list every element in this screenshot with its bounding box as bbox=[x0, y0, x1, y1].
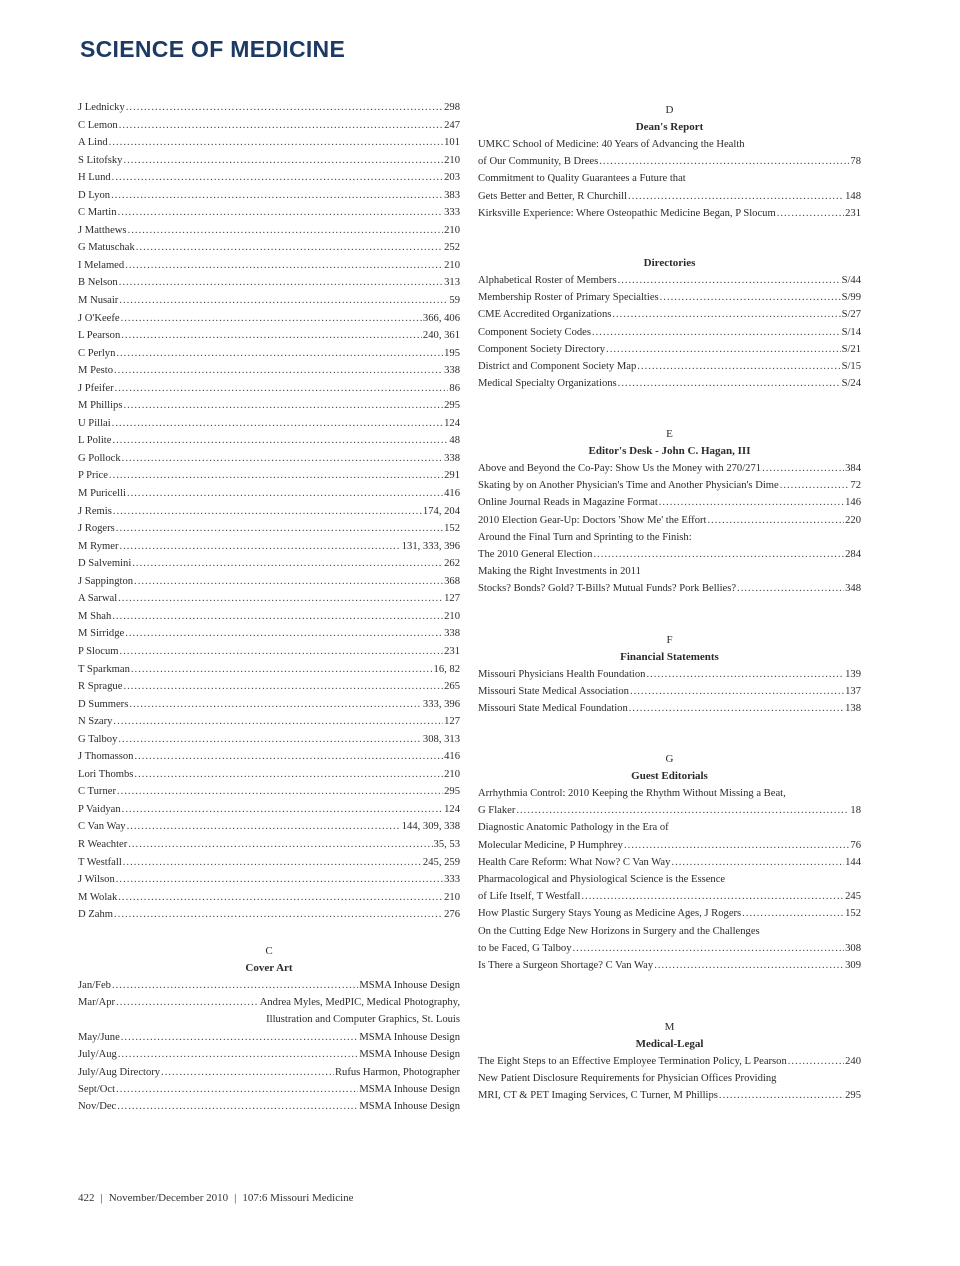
leader-dots bbox=[115, 380, 449, 398]
author-name: G Pollock bbox=[78, 452, 121, 464]
leader-dots bbox=[121, 327, 422, 345]
author-pages: 416 bbox=[444, 488, 460, 500]
author-entry bbox=[78, 310, 460, 328]
author-entry bbox=[78, 836, 460, 854]
issue-label: May/June bbox=[78, 1031, 120, 1043]
author-name: C Martin bbox=[78, 207, 117, 219]
index-entry: 2010 Election Gear-Up: Doctors 'Show Me' the Effort ..... 220 bbox=[478, 512, 861, 529]
author-pages: 416 bbox=[444, 751, 460, 763]
index-entry: Molecular Medicine, P Humphrey ..... 76 bbox=[478, 837, 861, 854]
index-entry: The Eight Steps to an Effective Employee Termination Policy, L Pearson ..... 240 bbox=[478, 1053, 861, 1070]
author-name: M Nusair bbox=[78, 295, 119, 307]
index-entry: of Life Itself, T Westfall ..... 245 bbox=[478, 888, 861, 905]
leader-dots bbox=[120, 643, 444, 661]
cover-art-list bbox=[78, 977, 460, 1116]
section-letter: E bbox=[666, 428, 673, 440]
author-entry bbox=[78, 327, 460, 345]
leader-dots bbox=[122, 450, 443, 468]
author-pages: 195 bbox=[444, 347, 460, 359]
cover-art-entry bbox=[78, 1046, 460, 1063]
author-entry bbox=[78, 204, 460, 222]
author-entry bbox=[78, 906, 460, 924]
section-title: Dean's Report bbox=[635, 121, 704, 133]
author-name: M Puricelli bbox=[78, 488, 126, 500]
section-title: Guest Editorials bbox=[631, 770, 708, 782]
index-entry: Online Journal Reads in Magazine Format ..... 146 bbox=[478, 494, 861, 511]
author-name: J Matthews bbox=[78, 224, 127, 236]
author-name: A Sarwal bbox=[78, 593, 118, 605]
author-name: J Lednicky bbox=[78, 102, 125, 113]
author-name: P Price bbox=[78, 470, 108, 482]
author-entry bbox=[78, 239, 460, 257]
cover-art-entry bbox=[78, 1098, 460, 1115]
index-entry: Above and Beyond the Co-Pay: Show Us the Money with 270/271 ..... 384 bbox=[478, 460, 861, 477]
index-entry: Medical Specialty Organizations ..... S/24 bbox=[478, 375, 861, 392]
author-name: M Phillips bbox=[78, 400, 123, 412]
leader-dots bbox=[131, 661, 433, 679]
author-entry bbox=[78, 415, 460, 433]
index-entry: Missouri State Medical Association ..... 137 bbox=[478, 683, 861, 700]
leader-dots bbox=[116, 994, 259, 1011]
author-entry bbox=[78, 661, 460, 679]
author-pages: 295 bbox=[444, 400, 460, 412]
author-name: U Pillai bbox=[78, 417, 111, 429]
author-pages: 16, 82 bbox=[433, 663, 460, 675]
left-column bbox=[78, 99, 460, 1116]
index-entry: to be Faced, G Talboy ..... 308 bbox=[478, 940, 861, 957]
entry-line: On the Cutting Edge New Horizons in Surgery and the Challenges bbox=[478, 925, 760, 937]
entry-line: Around the Final Turn and Sprinting to the Finish: bbox=[478, 531, 692, 543]
index-entry: G Flaker ..... 18 bbox=[478, 802, 861, 819]
author-entry bbox=[78, 818, 460, 836]
leader-dots bbox=[128, 836, 432, 854]
author-name: C Turner bbox=[78, 786, 116, 798]
leader-dots bbox=[125, 257, 443, 275]
author-entry bbox=[78, 432, 460, 450]
index-entry: Component Society Directory ..... S/21 bbox=[478, 341, 861, 358]
author-name: J Pfeifer bbox=[78, 382, 114, 394]
entry-line: Commitment to Quality Guarantees a Future that bbox=[478, 173, 686, 185]
cover-credit: Andrea Myles, MedPIC, Medical Photography, bbox=[259, 997, 460, 1009]
author-pages: 48 bbox=[449, 435, 460, 447]
author-entry bbox=[78, 99, 460, 117]
leader-dots bbox=[118, 731, 422, 749]
leader-dots bbox=[126, 99, 443, 117]
leader-dots bbox=[112, 608, 443, 626]
leader-dots bbox=[109, 467, 443, 485]
author-pages: 338 bbox=[444, 365, 460, 377]
author-pages: 127 bbox=[444, 593, 460, 605]
author-entry bbox=[78, 854, 460, 872]
author-pages: 131, 333, 396 bbox=[401, 540, 460, 552]
leader-dots bbox=[121, 310, 422, 328]
author-pages: 383 bbox=[444, 189, 460, 201]
section-title: Medical-Legal bbox=[635, 1038, 704, 1050]
author-name: N Szary bbox=[78, 716, 113, 728]
author-entry bbox=[78, 748, 460, 766]
medical-legal-section bbox=[478, 1019, 861, 1105]
leader-dots bbox=[123, 678, 443, 696]
cover-art-entry bbox=[78, 1081, 460, 1098]
author-entry bbox=[78, 450, 460, 468]
author-name: H Lund bbox=[78, 172, 111, 184]
leader-dots bbox=[116, 1081, 358, 1098]
index-entry: Gets Better and Better, R Churchill ..... 148 bbox=[478, 188, 861, 205]
author-pages: 144, 309, 338 bbox=[401, 821, 460, 833]
index-entry: Alphabetical Roster of Members ..... S/44 bbox=[478, 272, 861, 289]
leader-dots bbox=[118, 889, 443, 907]
author-entry bbox=[78, 625, 460, 643]
author-pages: 333 bbox=[444, 874, 460, 886]
author-pages: 124 bbox=[444, 417, 460, 429]
section-letter: M bbox=[664, 1021, 675, 1033]
author-name: J Wilson bbox=[78, 874, 115, 886]
leader-dots bbox=[112, 977, 358, 994]
issue-label: July/Aug bbox=[78, 1049, 117, 1061]
leader-dots bbox=[161, 1064, 334, 1081]
cover-credit: MSMA Inhouse Design bbox=[359, 1031, 460, 1043]
author-entry bbox=[78, 362, 460, 380]
index-entry: Skating by on Another Physician's Time and Another Physician's Dime ..... 72 bbox=[478, 477, 861, 494]
author-pages: 368 bbox=[444, 575, 460, 587]
index-entry: District and Component Society Map ..... S/15 bbox=[478, 358, 861, 375]
leader-dots bbox=[134, 573, 443, 591]
author-entry bbox=[78, 555, 460, 573]
index-entry: Missouri State Medical Foundation ..... 138 bbox=[478, 700, 861, 717]
leader-dots bbox=[119, 274, 443, 292]
author-name: C Perlyn bbox=[78, 347, 116, 359]
leader-dots bbox=[109, 134, 443, 152]
author-name: L Pearson bbox=[78, 330, 121, 342]
cover-art-entry bbox=[78, 1064, 460, 1081]
author-pages: 124 bbox=[444, 803, 460, 815]
author-entry bbox=[78, 134, 460, 152]
author-pages: 127 bbox=[444, 716, 460, 728]
author-entry bbox=[78, 503, 460, 521]
author-pages: 265 bbox=[444, 681, 460, 693]
author-entry bbox=[78, 397, 460, 415]
author-entry bbox=[78, 485, 460, 503]
section-letter: C bbox=[265, 944, 273, 957]
leader-dots bbox=[134, 766, 443, 784]
leader-dots bbox=[128, 222, 444, 240]
author-name: M Sirridge bbox=[78, 628, 125, 640]
author-name: P Slocum bbox=[78, 645, 119, 657]
author-entry bbox=[78, 345, 460, 363]
author-pages: 291 bbox=[444, 470, 460, 482]
author-pages: 333 bbox=[444, 207, 460, 219]
author-pages: 252 bbox=[444, 242, 460, 254]
author-pages: 152 bbox=[444, 523, 460, 535]
author-entry bbox=[78, 731, 460, 749]
author-entry bbox=[78, 117, 460, 135]
leader-dots bbox=[125, 625, 443, 643]
author-entry bbox=[78, 590, 460, 608]
author-pages: 174, 204 bbox=[422, 505, 460, 517]
page-number: 422 bbox=[78, 1192, 95, 1204]
author-name: J Rogers bbox=[78, 523, 115, 535]
author-name: M Shah bbox=[78, 610, 112, 622]
author-entry bbox=[78, 573, 460, 591]
author-pages: 295 bbox=[444, 786, 460, 798]
author-name: M Wolak bbox=[78, 891, 118, 903]
leader-dots bbox=[127, 485, 443, 503]
leader-dots bbox=[136, 239, 443, 257]
index-entry: Stocks? Bonds? Gold? T-Bills? Mutual Funds? Pork Bellies? ..... 348 bbox=[478, 580, 861, 597]
author-pages: 240, 361 bbox=[422, 330, 460, 342]
index-entry: MRI, CT & PET Imaging Services, C Turner, M Phillips ..... 295 bbox=[478, 1087, 861, 1104]
author-entry bbox=[78, 871, 460, 889]
leader-dots bbox=[111, 187, 443, 205]
author-entry bbox=[78, 766, 460, 784]
leader-dots bbox=[129, 696, 422, 714]
author-entry bbox=[78, 696, 460, 714]
leader-dots bbox=[113, 503, 422, 521]
section-letter: G bbox=[665, 753, 674, 765]
journal-name: 107:6 Missouri Medicine bbox=[242, 1192, 354, 1204]
leader-dots bbox=[112, 415, 443, 433]
author-entry bbox=[78, 257, 460, 275]
author-name: R Sprague bbox=[78, 681, 123, 693]
author-pages: 366, 406 bbox=[422, 312, 460, 324]
author-name: D Zahm bbox=[78, 909, 114, 921]
author-entry bbox=[78, 643, 460, 661]
author-name: D Salvemini bbox=[78, 558, 132, 570]
author-name: R Weachter bbox=[78, 838, 128, 850]
index-entry: Membership Roster of Primary Specialties ..... S/99 bbox=[478, 289, 861, 306]
leader-dots bbox=[123, 397, 443, 415]
leader-dots bbox=[123, 854, 422, 872]
author-pages: 231 bbox=[444, 645, 460, 657]
author-name: S Litofsky bbox=[78, 154, 123, 166]
author-entry bbox=[78, 520, 460, 538]
deans-report-section bbox=[478, 102, 861, 222]
author-pages: 308, 313 bbox=[422, 733, 460, 745]
section-title: Directories bbox=[643, 257, 696, 269]
cover-art-entry bbox=[78, 1029, 460, 1046]
entry-line: Arrhythmia Control: 2010 Keeping the Rhythm Without Missing a Beat, bbox=[478, 788, 786, 799]
author-entry bbox=[78, 222, 460, 240]
cover-credit: MSMA Inhouse Design bbox=[359, 1084, 460, 1096]
author-name: T Sparkman bbox=[78, 663, 130, 675]
author-name: L Polite bbox=[78, 435, 112, 447]
index-entry: of Our Community, B Drees ..... 78 bbox=[478, 153, 861, 170]
author-name: P Vaidyan bbox=[78, 803, 121, 815]
entry-line: Pharmacological and Physiological Science is the Essence bbox=[478, 873, 726, 885]
author-entry bbox=[78, 783, 460, 801]
leader-dots bbox=[118, 590, 443, 608]
leader-dots bbox=[118, 1046, 358, 1063]
page-footer: 422 | November/December 2010 | 107:6 Missouri Medicine bbox=[78, 1192, 354, 1204]
author-pages: 210 bbox=[444, 610, 460, 622]
entry-line: Diagnostic Anatomic Pathology in the Era of bbox=[478, 822, 669, 834]
leader-dots bbox=[114, 906, 443, 924]
leader-dots bbox=[122, 801, 443, 819]
author-entry bbox=[78, 467, 460, 485]
cover-credit: MSMA Inhouse Design bbox=[359, 1101, 460, 1113]
author-entry bbox=[78, 889, 460, 907]
entry-line: New Patient Disclosure Requirements for Physician Offices Providing bbox=[478, 1073, 777, 1085]
index-entry: Health Care Reform: What Now? C Van Way ..... 144 bbox=[478, 854, 861, 871]
financial-statements-section bbox=[478, 632, 861, 718]
leader-dots bbox=[117, 1098, 358, 1115]
leader-dots bbox=[132, 555, 443, 573]
author-entry bbox=[78, 801, 460, 819]
leader-dots bbox=[114, 362, 443, 380]
cover-credit: MSMA Inhouse Design bbox=[359, 1049, 460, 1061]
cover-art-entry bbox=[78, 994, 460, 1011]
index-entry: Missouri Physicians Health Foundation ..... 139 bbox=[478, 666, 861, 683]
section-title: Cover Art bbox=[245, 961, 293, 974]
leader-dots bbox=[119, 292, 448, 310]
author-entry bbox=[78, 380, 460, 398]
author-name: J O'Keefe bbox=[78, 312, 120, 324]
author-name: A Lind bbox=[78, 137, 108, 149]
author-name: T Westfall bbox=[78, 856, 122, 868]
leader-dots bbox=[112, 432, 448, 450]
leader-dots bbox=[118, 204, 444, 222]
author-entry bbox=[78, 169, 460, 187]
author-pages: 313 bbox=[444, 277, 460, 289]
directories-section bbox=[478, 255, 861, 392]
cover-credit: Rufus Harmon, Photographer bbox=[334, 1066, 460, 1078]
author-name: C Lemon bbox=[78, 119, 118, 131]
index-entry: How Plastic Surgery Stays Young as Medicine Ages, J Rogers ..... 152 bbox=[478, 905, 861, 922]
author-name: M Pesto bbox=[78, 365, 114, 377]
author-index bbox=[78, 99, 460, 924]
author-pages: 298 bbox=[444, 102, 460, 113]
leader-dots bbox=[112, 169, 443, 187]
issue-label: Nov/Dec bbox=[78, 1101, 117, 1113]
author-entry bbox=[78, 678, 460, 696]
leader-dots bbox=[119, 117, 443, 135]
section-letter: D bbox=[665, 104, 674, 116]
author-pages: 210 bbox=[444, 154, 460, 166]
author-entry bbox=[78, 608, 460, 626]
author-name: G Talboy bbox=[78, 733, 118, 745]
author-pages: 35, 53 bbox=[433, 838, 460, 850]
leader-dots bbox=[121, 1029, 359, 1046]
leader-dots bbox=[116, 345, 443, 363]
cover-art-continuation: Illustration and Computer Graphics, St. Louis bbox=[266, 1014, 460, 1026]
author-pages: 210 bbox=[444, 768, 460, 780]
author-name: Lori Thombs bbox=[78, 768, 134, 780]
author-pages: 210 bbox=[444, 891, 460, 903]
index-entry: Is There a Surgeon Shortage? C Van Way ..... 309 bbox=[478, 957, 861, 974]
author-entry bbox=[78, 292, 460, 310]
cover-art-entry bbox=[78, 977, 460, 994]
issue-label: Sept/Oct bbox=[78, 1084, 116, 1096]
cover-credit: MSMA Inhouse Design bbox=[359, 979, 460, 991]
entry-line: Making the Right Investments in 2011 bbox=[478, 566, 641, 578]
author-pages: 59 bbox=[449, 295, 460, 307]
leader-dots bbox=[127, 818, 401, 836]
section-title: Financial Statements bbox=[620, 651, 719, 663]
author-name: D Lyon bbox=[78, 189, 111, 201]
leader-dots bbox=[116, 520, 443, 538]
author-entry bbox=[78, 713, 460, 731]
issue-date: November/December 2010 bbox=[108, 1192, 229, 1204]
author-name: J Thomasson bbox=[78, 751, 134, 763]
leader-dots bbox=[117, 783, 443, 801]
issue-label: Mar/Apr bbox=[78, 997, 116, 1009]
author-entry bbox=[78, 538, 460, 556]
author-name: J Remis bbox=[78, 505, 112, 517]
section-letter: F bbox=[666, 634, 673, 646]
issue-label: July/Aug Directory bbox=[78, 1066, 161, 1078]
section-title: Editor's Desk - John C. Hagan, III bbox=[588, 445, 751, 457]
author-name: I Melamed bbox=[78, 259, 125, 271]
author-pages: 247 bbox=[444, 119, 460, 131]
author-name: J Sappington bbox=[78, 575, 134, 587]
entry-line: UMKC School of Medicine: 40 Years of Advancing the Health bbox=[478, 139, 745, 150]
author-pages: 338 bbox=[444, 452, 460, 464]
editors-desk-section bbox=[478, 426, 861, 598]
author-pages: 101 bbox=[444, 137, 460, 149]
leader-dots bbox=[113, 713, 443, 731]
leader-dots bbox=[119, 538, 400, 556]
index-entry: The 2010 General Election ..... 284 bbox=[478, 546, 861, 563]
author-name: D Summers bbox=[78, 698, 129, 710]
leader-dots bbox=[123, 152, 443, 170]
guest-editorials-section bbox=[478, 751, 861, 974]
author-pages: 245, 259 bbox=[422, 856, 460, 868]
author-entry bbox=[78, 152, 460, 170]
author-pages: 210 bbox=[444, 259, 460, 271]
leader-dots bbox=[134, 748, 443, 766]
author-name: B Nelson bbox=[78, 277, 118, 289]
author-pages: 203 bbox=[444, 172, 460, 184]
author-pages: 338 bbox=[444, 628, 460, 640]
author-pages: 333, 396 bbox=[422, 698, 460, 710]
author-entry bbox=[78, 274, 460, 292]
index-entry: CME Accredited Organizations ..... S/27 bbox=[478, 306, 861, 323]
leader-dots bbox=[116, 871, 443, 889]
author-pages: 276 bbox=[444, 909, 460, 921]
author-pages: 210 bbox=[444, 224, 460, 236]
index-entry: Kirksville Experience: Where Osteopathic Medicine Began, P Slocum ..... 231 bbox=[478, 205, 861, 222]
page-title: SCIENCE OF MEDICINE bbox=[80, 36, 346, 62]
author-pages: 262 bbox=[444, 558, 460, 570]
author-name: C Van Way bbox=[78, 821, 126, 833]
issue-label: Jan/Feb bbox=[78, 979, 111, 991]
author-entry bbox=[78, 187, 460, 205]
index-entry: Component Society Codes ..... S/14 bbox=[478, 324, 861, 341]
author-name: G Matuschak bbox=[78, 242, 135, 254]
author-pages: 86 bbox=[449, 382, 460, 394]
author-name: M Rymer bbox=[78, 540, 119, 552]
